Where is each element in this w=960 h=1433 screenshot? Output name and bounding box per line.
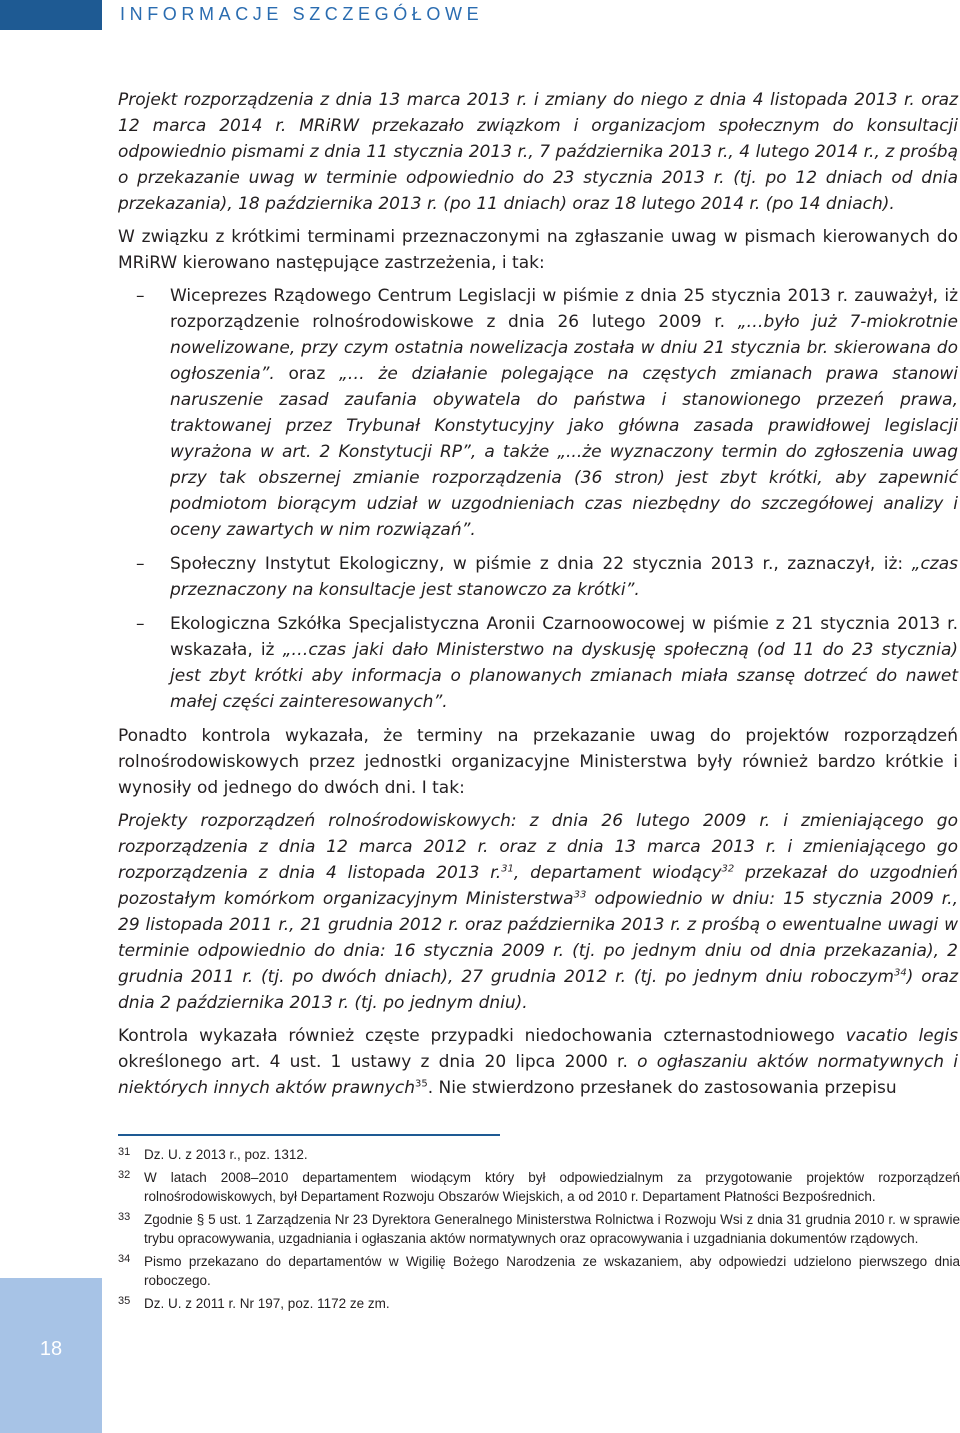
paragraph-objections-intro: W związku z krótkimi terminami przeznaczonymi na zgłaszanie uwag w pismach kierowanych do MRiRW kierowano następujące zastrzeżenia, i tak: — [118, 227, 958, 273]
footnote-number: 35 — [118, 1295, 131, 1307]
list-dash: – — [136, 286, 145, 306]
paragraph-project-consultation: Projekt rozporządzenia z dnia 13 marca 2013 r. i zmiany do niego z dnia 4 listopada 2013 r. oraz 12 marca 2014 r. MRiRW przekazało związkom i organizacjom społecznym do konsultacji odpowiednio pismami z dnia 11 stycznia 2013 r., 7 października 2013 r., 4 lutego 2014 r., z prośbą o przekazanie uwag w terminie odpowiednio do 23 stycznia 2013 r. (tj. po 12 dniach od dnia przekazania), 18 października 2013 r. (po 11 dniach) oraz 18 lutego 2014 r. (po 14 dniach). — [118, 90, 958, 214]
header-accent-block — [0, 0, 102, 30]
list-item-sie — [118, 551, 958, 603]
footnote-ref-35[interactable]: 35 — [415, 1078, 428, 1090]
list-item-text: Społeczny Instytut Ekologiczny, w piśmie z dnia 22 stycznia 2013 r., zaznaczył, iż: — [170, 554, 912, 574]
list-dash: – — [136, 614, 145, 634]
footnote-text: Zgodnie § 5 ust. 1 Zarządzenia Nr 23 Dyrektora Generalnego Ministerstwa Rolnictwa i Rozwoju Wsi z dnia 31 grudnia 2010 r. w sprawie trybu opracowywania, uzgadniania i ogłaszania aktów normatywnych oraz opracowywania i uzgadniania dokumentów rządowych. — [144, 1212, 960, 1246]
list-item-quote: „… że działanie polegające na częstych zmianach prawa stanowi naruszenie zasad zaufania obywatela do państwa i stanowionego przezeń prawa, traktowanej przez Trybunał Konstytucyjny jako główna zasada prawidłowej legislacji wyrażona w art. 2 Konstytucji RP”, a także „...że wyznaczony termin do zgłoszenia uwag przy tak obszernej zmianie rozporządzenia (36 stron) jest zbyt krótki, aby zapewnić podmiotom biorącym udział w uzgodnieniach czas niezbędny do szczegółowej analizy i oceny zawartych w nim rozwiązań”. — [170, 364, 958, 540]
text-segment: , departament wiodący — [513, 863, 722, 883]
text-segment: ) oraz dnia 2 października 2013 r. (tj. po jednym dniu). — [118, 967, 958, 1013]
footnote-number: 32 — [118, 1169, 131, 1181]
page-number: 18 — [39, 1338, 63, 1360]
footnote-35 — [118, 1294, 960, 1313]
text-segment: . Nie stwierdzono przesłanek do zastosowania przepisu — [427, 1078, 897, 1098]
text-segment-italic: vacatio legis — [845, 1026, 958, 1046]
section-header-title: INFORMACJE SZCZEGÓŁOWE — [120, 4, 484, 24]
footnote-text: Dz. U. z 2013 r., poz. 1312. — [144, 1147, 308, 1162]
footnote-ref-32[interactable]: 32 — [721, 863, 735, 875]
footnote-text: Dz. U. z 2011 r. Nr 197, poz. 1172 ze zm. — [144, 1296, 390, 1311]
footnote-33 — [118, 1210, 960, 1248]
list-item-text: Wiceprezes Rządowego Centrum Legislacji w piśmie z dnia 25 stycznia 2013 r. zauważył, iż rozporządzenie rolnośrodowiskowe z dnia 26 lutego 2009 r. — [170, 286, 958, 332]
text-segment: przekazał do uzgodnień pozostałym komórkom organizacyjnym Ministerstwa — [118, 863, 958, 909]
list-item-quote: „…czas jaki dało Ministerstwo na dyskusję społeczną (od 11 do 23 stycznia) jest zbyt krótki aby informacja o planowanych zmianach miała szansę dotrzeć do nawet małej części zainteresowanych”. — [170, 640, 959, 712]
footnote-number: 33 — [118, 1211, 131, 1223]
objections-list — [118, 283, 958, 715]
paragraph-projects-deadlines — [118, 808, 958, 1016]
footnote-text: Pismo przekazano do departamentów w Wigilię Bożego Narodzenia ze wskazaniem, aby odpowiedzi udzielono pierwszego dnia roboczego. — [144, 1254, 960, 1288]
main-content — [118, 87, 958, 1108]
text-segment: określonego art. 4 ust. 1 ustawy z dnia 20 lipca 2000 r. — [118, 1052, 638, 1072]
footnote-ref-34[interactable]: 34 — [894, 967, 907, 979]
list-item-esz — [118, 611, 958, 715]
footnote-34 — [118, 1252, 960, 1290]
list-item-rcl — [118, 283, 958, 543]
text-segment: Projekty rozporządzeń rolnośrodowiskowych: z dnia 26 lutego 2009 r. i zmieniającego go rozporządzenia z dnia 12 marca 2012 r. oraz z dnia 13 marca 2013 r. i zmieniającego go rozporządzenia z dnia 4 listopada 2013 r. — [118, 811, 958, 883]
list-item-quote: „…było już 7-miokrotnie nowelizowane, przy czym ostatnia nowelizacja została w dniu 21 stycznia br. skierowana do ogłoszenia”. — [170, 312, 958, 384]
footnote-ref-33[interactable]: 33 — [573, 889, 587, 901]
footnote-text: W latach 2008–2010 departamentem wiodącym który był odpowiedzialnym za przygotowanie projektów rozporządzeń rolnośrodowiskowych, był Departament Rozwoju Obszarów Wiejskich, a od 2010 r. Departament Płatności Bezpośrednich. — [144, 1170, 960, 1204]
footnotes-section — [118, 1134, 960, 1317]
footnote-number: 31 — [118, 1146, 131, 1158]
footnote-32 — [118, 1168, 960, 1206]
text-segment: odpowiednio w dniu: 15 stycznia 2009 r., 29 listopada 2011 r., 21 grudnia 2012 r. oraz października 2013 r. z prośbą o ewentualne uwagi w terminie odpowiednio do dnia: 16 stycznia 2009 r. (tj. po jednym dniu od dnia przekazania), 2 grudnia 2011 r. (tj. po dwóch dniach), 27 grudnia 2012 r. (tj. po jednym dniu roboczym — [118, 889, 958, 987]
footnote-31 — [118, 1145, 960, 1164]
footnote-ref-31[interactable]: 31 — [501, 863, 514, 875]
footnote-divider — [118, 1134, 500, 1136]
list-item-text: Ekologiczna Szkółka Specjalistyczna Aronii Czarnoowocowej w piśmie z 21 stycznia 2013 r. wskazała, iż — [170, 614, 958, 660]
text-segment-italic: o ogłaszaniu aktów normatywnych i niektórych innych aktów prawnych — [118, 1052, 958, 1098]
footnote-number: 34 — [118, 1253, 131, 1265]
list-dash: – — [136, 554, 145, 574]
paragraph-vacatio-legis — [118, 1023, 958, 1101]
list-item-text: oraz — [274, 364, 339, 384]
text-segment: Kontrola wykazała również częste przypadki niedochowania czternastodniowego — [118, 1026, 846, 1046]
paragraph-short-deadlines: Ponadto kontrola wykazała, że terminy na przekazanie uwag do projektów rozporządzeń rolnośrodowiskowych przez jednostki organizacyjne Ministerstwa były również bardzo krótkie i wynosiły od jednego do dwóch dni. I tak: — [118, 726, 958, 798]
list-item-quote: „czas przeznaczony na konsultacje jest stanowczo za krótki”. — [170, 554, 958, 600]
